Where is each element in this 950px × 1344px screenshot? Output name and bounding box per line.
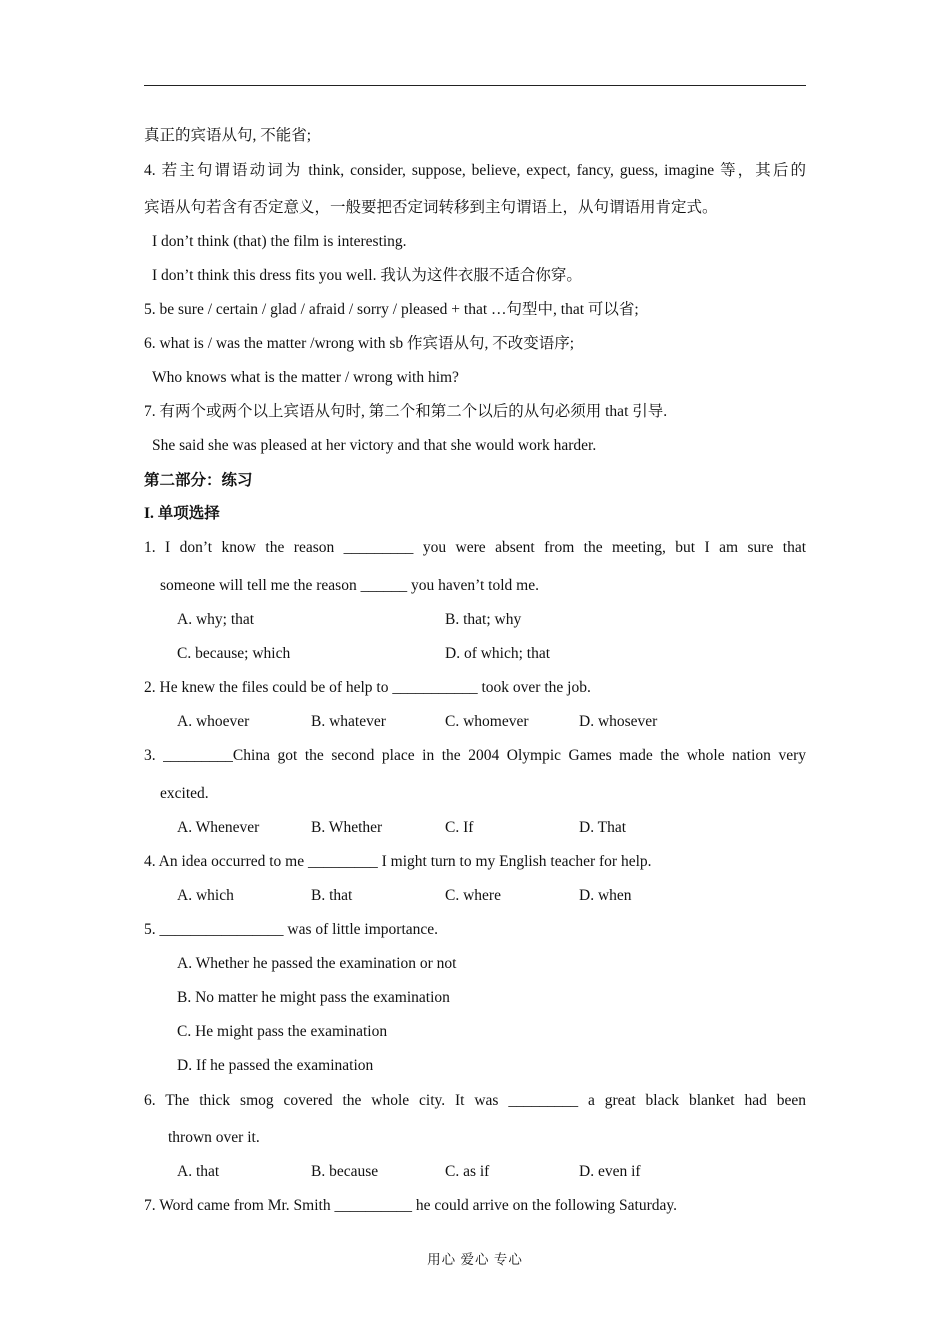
header-rule [144, 85, 806, 86]
question-7: 7. Word came from Mr. Smith __________ he could arrive on the following Saturday. [144, 1197, 677, 1214]
intro-rule-7: 7. 有两个或两个以上宾语从句时, 第二个和第二个以后的从句必须用 that 引导. [144, 403, 668, 420]
intro-rule-6: 6. what is / was the matter /wrong with sb 作宾语从句, 不改变语序; [144, 335, 575, 352]
q1-option-d: D. of which; that [445, 645, 551, 662]
q4-option-b: B. that [311, 887, 353, 904]
q2-option-a: A. whoever [177, 713, 250, 730]
q5-option-a: A. Whether he passed the examination or not [177, 955, 457, 972]
q6-option-b: B. because [311, 1163, 379, 1180]
q3-option-d: D. That [579, 819, 627, 836]
q1-option-c: C. because; which [177, 645, 291, 662]
q6-option-a: A. that [177, 1163, 220, 1180]
q1-option-b: B. that; why [445, 611, 522, 628]
q5-option-d: D. If he passed the examination [177, 1057, 374, 1074]
question-5: 5. ________________ was of little importance. [144, 921, 439, 938]
example-sentence: She said she was pleased at her victory and that she would work harder. [152, 437, 597, 454]
q6-option-c: C. as if [445, 1163, 490, 1180]
q2-option-b: B. whatever [311, 713, 386, 730]
page-footer: 用心 爱心 专心 [427, 1252, 523, 1267]
intro-rule-5: 5. be sure / certain / glad / afraid / sorry / pleased + that …句型中, that 可以省; [144, 301, 639, 318]
question-6-cont: thrown over it. [168, 1129, 260, 1146]
q2-option-c: C. whomever [445, 713, 529, 730]
section-title: 第二部分：练习 [144, 472, 253, 489]
q4-option-d: D. when [579, 887, 632, 904]
section-subtitle: I. 单项选择 [144, 505, 220, 522]
question-2: 2. He knew the files could be of help to ___________ took over the job. [144, 679, 591, 696]
q5-option-c: C. He might pass the examination [177, 1023, 388, 1040]
example-sentence: I don’t think (that) the film is interesting. [152, 233, 407, 250]
question-4: 4. An idea occurred to me _________ I might turn to my English teacher for help. [144, 853, 652, 870]
q2-option-d: D. whosever [579, 713, 658, 730]
question-3-cont: excited. [160, 785, 209, 802]
question-1-cont: someone will tell me the reason ______ you haven’t told me. [160, 577, 539, 594]
intro-line: 宾语从句若含有否定意义，一般要把否定词转移到主句谓语上，从句谓语用肯定式。 [144, 199, 718, 216]
question-6: 6. The thick smog covered the whole city. It was _________ a great black blanket had been [144, 1092, 806, 1109]
question-1: 1. I don’t know the reason _________ you were absent from the meeting, but I am sure that [144, 539, 806, 556]
q3-option-c: C. If [445, 819, 474, 836]
question-3: 3. _________China got the second place in the 2004 Olympic Games made the whole nation very [144, 747, 806, 764]
q3-option-b: B. Whether [311, 819, 383, 836]
q3-option-a: A. Whenever [177, 819, 260, 836]
q1-option-a: A. why; that [177, 611, 255, 628]
q5-option-b: B. No matter he might pass the examination [177, 989, 450, 1006]
intro-line: 真正的宾语从句, 不能省; [144, 127, 312, 144]
intro-rule-4: 4. 若主句谓语动词为 think, consider, suppose, believe, expect, fancy, guess, imagine 等，其后的 [144, 162, 806, 179]
q4-option-a: A. which [177, 887, 234, 904]
q6-option-d: D. even if [579, 1163, 641, 1180]
q4-option-c: C. where [445, 887, 501, 904]
example-sentence: I don’t think this dress fits you well. 我认为这件衣服不适合你穿。 [152, 267, 582, 284]
example-sentence: Who knows what is the matter / wrong with him? [152, 369, 459, 386]
